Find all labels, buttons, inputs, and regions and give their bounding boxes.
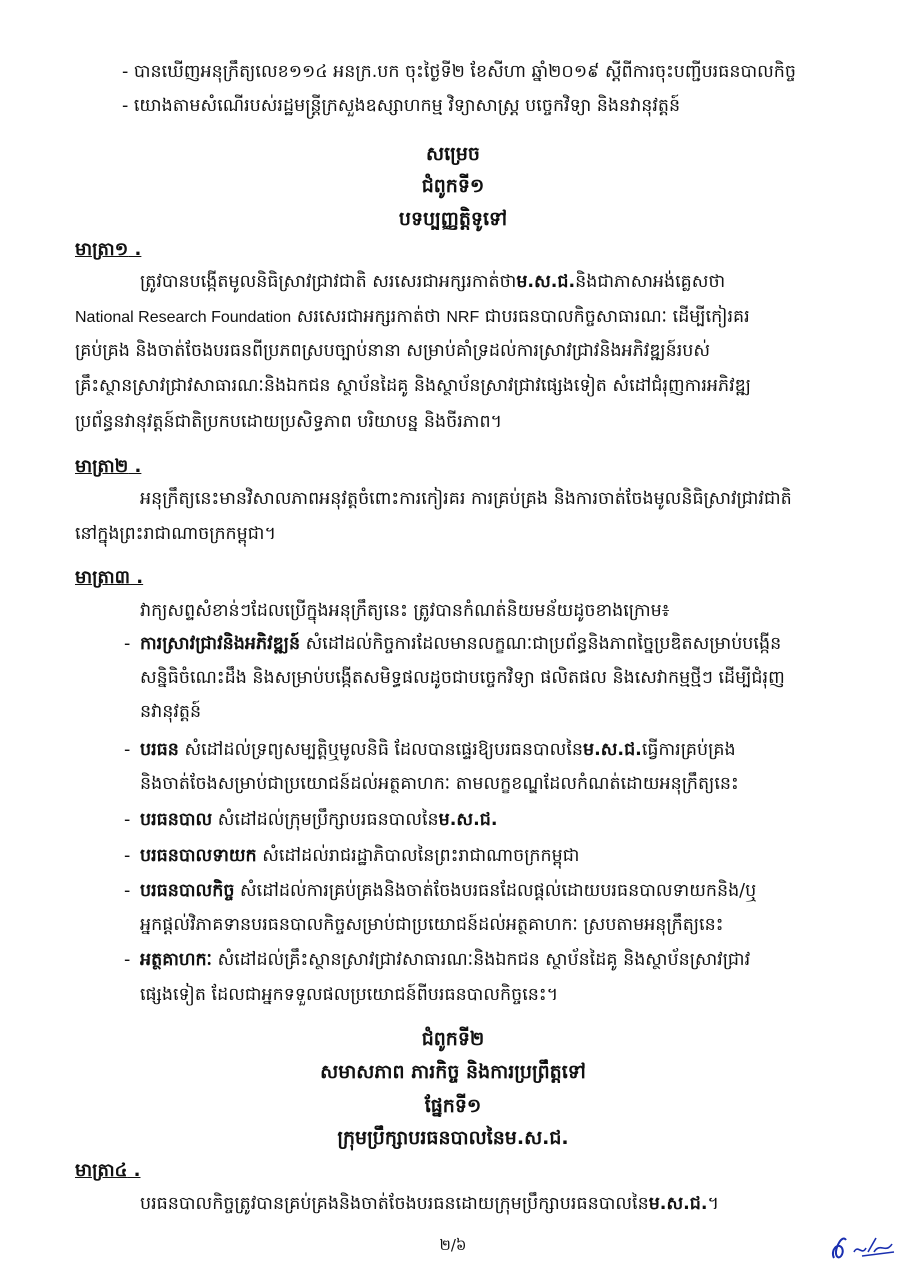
article-3-title: មាត្រា៣ . [75,567,144,588]
page-number: ២/៦ [439,1236,467,1254]
definition-research-line-2: សន្និធិចំណេះដឹង និងសម្រាប់បង្កើតសមិទ្ធផលដូចជាបច្ចេកវិទ្យា ផលិតផល និងសេវាកម្មថ្មីៗ ដើម្បីជំរុញ [140,668,785,688]
intro-line-1: - បានឃើញអនុក្រឹត្យលេខ១១៤ អនក្រ.បក ចុះថ្ងៃទី២ ខែសីហា ឆ្នាំ២០១៩ ស្តីពីការចុះបញ្ជីបរធនបាលកិច្ច [122,62,796,82]
bullet-dash: - [124,634,131,654]
decision-heading: សម្រេច [426,143,480,165]
article-1-line-4: គ្រឹះស្ថានស្រាវជ្រាវសាធារណៈនិងឯកជន ស្ថាប័នដៃគូ និងស្ថាប័នស្រាវជ្រាវផ្សេងទៀត សំដៅជំរុញការអភិវឌ្ឍ [75,376,751,396]
bullet-dash: - [124,881,131,901]
bullet-dash: - [124,846,131,866]
intro-line-2: - យោងតាមសំណើរបស់រដ្ឋមន្ត្រីក្រសួងឧស្សាហកម្ម វិទ្យាសាស្ត្រ បច្ចេកវិទ្យា និងនវានុវត្តន៍ [122,96,681,116]
definition-settlor: បរធនបាលទាយក សំដៅដល់រាជរដ្ឋាភិបាលនៃព្រះរាជាណាចក្រកម្ពុជា [140,846,580,866]
article-1-title: មាត្រា១ . [75,239,142,260]
chapter-2-heading: ជំពូកទី២ [421,1028,485,1050]
bullet-dash: - [124,810,131,830]
article-2-line-2: នៅក្នុងព្រះរាជាណាចក្រកម្ពុជា។ [75,524,276,544]
definition-trustee: បរធនបាល សំដៅដល់ក្រុមប្រឹក្សាបរធនបាលនៃម.ស.ជ. [140,810,498,830]
article-1-line-2: National Research Foundation សរសេរជាអក្សរកាត់ថា NRF ជាបរធនបាលកិច្ចសាធារណៈ ដើម្បីកៀរគរ [75,307,750,327]
article-2-title: មាត្រា២ . [75,456,142,477]
definition-research: ការស្រាវជ្រាវនិងអភិវឌ្ឍន៍ សំដៅដល់កិច្ចការដែលមានលក្ខណៈជាប្រព័ន្ធនិងភាពច្នៃប្រឌិតសម្រាប់បង្កើន [140,634,782,654]
bullet-dash: - [124,740,131,760]
part-1-heading: ផ្នែកទី១ [424,1095,482,1117]
chapter-1-title: បទប្បញ្ញត្តិទូទៅ [398,208,508,230]
definition-trusteeship-line-2: អ្នកផ្តល់វិភាគទានបរធនបាលកិច្ចសម្រាប់ជាប្រយោជន៍ដល់អត្ថគាហកៈ ស្របតាមអនុក្រឹត្យនេះ [140,915,724,935]
article-4-title: មាត្រា៤ . [75,1160,141,1181]
definition-beneficiary: អត្ថគាហកៈ សំដៅដល់គ្រឹះស្ថានស្រាវជ្រាវសាធារណៈនិងឯកជន ស្ថាប័នដៃគូ និងស្ថាប័នស្រាវជ្រាវ [140,950,751,970]
part-1-title: ក្រុមប្រឹក្សាបរធនបាលនៃម.ស.ជ. [337,1127,569,1149]
article-3-intro: វាក្យសព្ទសំខាន់ៗដែលប្រើក្នុងអនុក្រឹត្យនេះ ត្រូវបានកំណត់និយមន័យដូចខាងក្រោម៖ [140,601,670,621]
article-4-line-1: បរធនបាលកិច្ចត្រូវបានគ្រប់គ្រងនិងចាត់ចែងបរធនដោយក្រុមប្រឹក្សាបរធនបាលនៃម.ស.ជ.។ [140,1194,720,1214]
article-1-line-5: ប្រព័ន្ធនវានុវត្តន៍ជាតិប្រកបដោយប្រសិទ្ធភាព បរិយាបន្ន និងចីរភាព។ [75,412,503,432]
definition-trusteeship: បរធនបាលកិច្ច សំដៅដល់ការគ្រប់គ្រងនិងចាត់ចែងបរធនដែលផ្តល់ដោយបរធនបាលទាយកនិង/ឬ [140,881,757,901]
definition-research-line-3: នវានុវត្តន៍ [140,702,202,722]
definition-beneficiary-line-2: ផ្សេងទៀត ដែលជាអ្នកទទួលផលប្រយោជន៍ពីបរធនបាលកិច្ចនេះ។ [140,985,559,1005]
definition-trust-fund-line-2: និងចាត់ចែងសម្រាប់ជាប្រយោជន៍ដល់អត្ថគាហកៈ តាមលក្ខខណ្ឌដែលកំណត់ដោយអនុក្រឹត្យនេះ [140,774,739,794]
chapter-1-heading: ជំពូកទី១ [421,175,485,197]
bullet-dash: - [124,950,131,970]
article-1-line-3: គ្រប់គ្រង និងចាត់ចែងបរធនពីប្រភពស្របច្បាប់នានា សម្រាប់គាំទ្រដល់ការស្រាវជ្រាវនិងអភិវឌ្ឍន៍របស់ [75,341,711,361]
chapter-2-title: សមាសភាព ភារកិច្ច និងការប្រព្រឹត្តទៅ [320,1061,586,1083]
definition-trust-fund: បរធន សំដៅដល់ទ្រព្យសម្បត្តិឬមូលនិធិ ដែលបានផ្ទេរឱ្យបរធនបាលនៃម.ស.ជ.ធ្វើការគ្រប់គ្រង [140,740,736,760]
article-2-line-1: អនុក្រឹត្យនេះមានវិសាលភាពអនុវត្តចំពោះការកៀរគរ ការគ្រប់គ្រង និងការចាត់ចែងមូលនិធិស្រាវជ្រាវជាតិ [140,489,792,509]
article-1-line-1: ត្រូវបានបង្កើតមូលនិធិស្រាវជ្រាវជាតិ សរសេរជាអក្សរកាត់ថាម.ស.ជ.និងជាភាសាអង់គ្លេសថា [140,272,726,292]
handwritten-initials [828,1228,898,1268]
